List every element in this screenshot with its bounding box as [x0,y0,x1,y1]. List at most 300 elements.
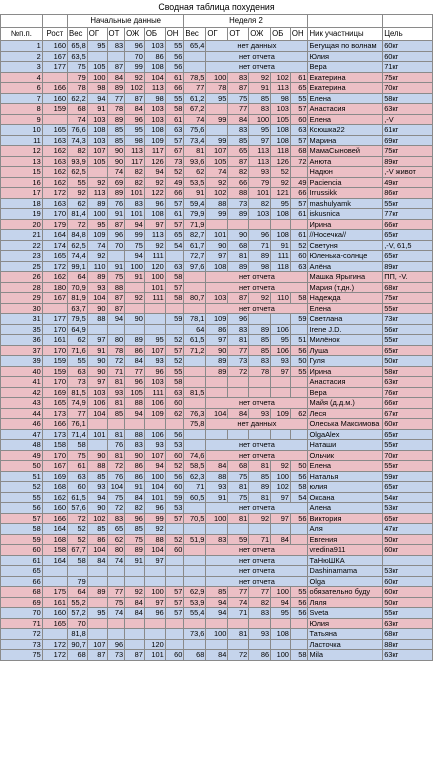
cell-participant-number[interactable]: 19 [1,209,43,220]
cell-weight-week2[interactable]: 75,8 [184,419,206,430]
cell-ot[interactable]: 90 [107,146,125,157]
cell-height[interactable]: 158 [42,440,67,451]
cell-height[interactable]: 165 [42,125,67,136]
cell-og-week2[interactable] [206,219,228,230]
cell-participant-number[interactable]: 72 [1,629,43,640]
cell-goal[interactable]: 58кг [383,93,433,104]
cell-height[interactable]: 162 [42,272,67,283]
cell-on-week2[interactable]: 58 [290,650,308,661]
cell-nickname[interactable]: Юленька-солнце [308,251,383,262]
cell-ot-week2[interactable] [228,219,249,230]
cell-ob[interactable]: 94 [144,461,165,472]
cell-goal[interactable]: ,-V, 61,5 [383,240,433,251]
cell-ot[interactable]: 94 [107,314,125,325]
cell-og-week2[interactable]: 105 [206,156,228,167]
cell-participant-number[interactable]: 16 [1,177,43,188]
cell-nickname[interactable]: Dashinamama [308,566,383,577]
cell-og-week2[interactable]: 89 [206,356,228,367]
cell-og[interactable]: 104 [87,408,107,419]
cell-ob[interactable]: 104 [144,482,165,493]
cell-ob-week2[interactable]: 97 [271,513,291,524]
cell-ob[interactable]: 100 [144,471,165,482]
cell-on[interactable]: 67 [165,146,184,157]
cell-weight[interactable]: 81,5 [68,387,88,398]
cell-og[interactable]: 97 [87,377,107,388]
cell-nickname[interactable]: Алёна [308,261,383,272]
cell-nickname[interactable]: Ляля [308,597,383,608]
cell-og-week2[interactable]: 74 [206,167,228,178]
cell-nickname[interactable]: Алена [308,503,383,514]
cell-og[interactable]: 86 [87,534,107,545]
cell-participant-number[interactable]: 6 [1,83,43,94]
cell-weight-week2[interactable]: 80,7 [184,293,206,304]
cell-ozh-week2[interactable] [249,429,271,440]
cell-nickname[interactable]: Гуля [308,356,383,367]
cell-ot[interactable]: 76 [107,471,125,482]
cell-nickname[interactable]: Юлия [308,51,383,62]
cell-weight[interactable]: 58 [68,555,88,566]
cell-og-week2[interactable] [206,377,228,388]
cell-goal[interactable]: 73кг [383,314,433,325]
cell-nickname[interactable]: Екатерина [308,72,383,83]
cell-weight-week2[interactable]: 73,6 [184,629,206,640]
cell-status-note[interactable]: нет данных [206,419,308,430]
cell-ozh-week2[interactable]: 101 [249,188,271,199]
cell-goal[interactable]: 55кг [383,335,433,346]
cell-ot[interactable]: 72 [107,356,125,367]
cell-nickname[interactable]: Милёнок [308,335,383,346]
cell-participant-number[interactable]: 20 [1,219,43,230]
cell-og[interactable]: 87 [87,650,107,661]
cell-height[interactable]: 165 [42,618,67,629]
cell-ob-week2[interactable]: 93 [271,356,291,367]
cell-participant-number[interactable]: 60 [1,545,43,556]
cell-ot[interactable]: 77 [107,93,125,104]
cell-weight-week2[interactable]: 77 [184,83,206,94]
cell-on[interactable] [165,524,184,535]
cell-ozh[interactable] [125,629,145,640]
cell-on[interactable]: 56 [165,51,184,62]
cell-weight[interactable]: 57,6 [68,503,88,514]
cell-ot[interactable]: 76 [107,198,125,209]
cell-weight-week2[interactable] [184,639,206,650]
cell-og[interactable]: 93 [87,482,107,493]
cell-og[interactable]: 91 [87,345,107,356]
cell-weight[interactable]: 52 [68,534,88,545]
cell-participant-number[interactable]: 17 [1,188,43,199]
cell-on[interactable]: 57 [165,513,184,524]
cell-ot-week2[interactable]: 72 [228,650,249,661]
cell-ot[interactable]: 80 [107,335,125,346]
cell-on[interactable] [165,324,184,335]
cell-ob[interactable]: 108 [144,125,165,136]
cell-on[interactable]: 60 [165,398,184,409]
cell-participant-number[interactable]: 65 [1,566,43,577]
cell-on[interactable]: 53 [165,503,184,514]
cell-ot[interactable] [107,51,125,62]
cell-on-week2[interactable] [290,377,308,388]
cell-on-week2[interactable]: 56 [290,597,308,608]
cell-goal[interactable]: 89кг [383,261,433,272]
cell-height[interactable]: 160 [42,608,67,619]
cell-height[interactable]: 164 [42,524,67,535]
cell-nickname[interactable]: Оксана [308,492,383,503]
cell-weight-week2[interactable]: 75,6 [184,125,206,136]
cell-ozh[interactable]: 96 [125,513,145,524]
cell-on[interactable]: 63 [165,387,184,398]
cell-goal[interactable]: 88кг [383,639,433,650]
cell-on-week2[interactable]: 55 [290,587,308,598]
cell-ozh[interactable]: 85 [125,524,145,535]
cell-og-week2[interactable]: 94 [206,597,228,608]
cell-on[interactable]: 73 [165,156,184,167]
cell-ot-week2[interactable]: 66 [228,177,249,188]
cell-ozh-week2[interactable]: 93 [249,408,271,419]
cell-weight[interactable]: 76,6 [68,125,88,136]
cell-ob[interactable]: 113 [144,230,165,241]
cell-height[interactable]: 165 [42,251,67,262]
cell-nickname[interactable]: ТаНюШКА [308,555,383,566]
cell-ozh[interactable] [125,639,145,650]
cell-og[interactable]: 105 [87,62,107,73]
cell-ob-week2[interactable]: 113 [271,83,291,94]
cell-participant-number[interactable]: 9 [1,114,43,125]
cell-height[interactable]: 160 [42,93,67,104]
cell-ot-week2[interactable] [228,618,249,629]
cell-weight-week2[interactable]: 59,4 [184,198,206,209]
cell-goal[interactable]: 61кг [383,125,433,136]
cell-goal[interactable]: 66кг [383,398,433,409]
cell-nickname[interactable]: Наталья [308,471,383,482]
cell-on[interactable]: 62 [165,408,184,419]
cell-ot[interactable]: 81 [107,450,125,461]
cell-goal[interactable]: 50кг [383,534,433,545]
cell-weight-week2[interactable]: 68 [184,650,206,661]
cell-height[interactable]: 166 [42,419,67,430]
cell-ozh[interactable]: 87 [125,93,145,104]
cell-height[interactable]: 172 [42,650,67,661]
cell-ot[interactable]: 85 [107,125,125,136]
cell-weight-week2[interactable]: 71,9 [184,219,206,230]
cell-height[interactable]: 164 [42,230,67,241]
cell-on-week2[interactable]: 61 [290,230,308,241]
cell-ot-week2[interactable]: 74 [228,597,249,608]
cell-ob[interactable]: 107 [144,450,165,461]
cell-participant-number[interactable]: 23 [1,251,43,262]
cell-weight-week2[interactable]: 53,5 [184,177,206,188]
cell-on-week2[interactable]: 56 [290,345,308,356]
cell-goal[interactable]: 75кг [383,293,433,304]
cell-ob[interactable]: 122 [144,188,165,199]
cell-participant-number[interactable]: 44 [1,408,43,419]
cell-weight-week2[interactable] [184,356,206,367]
cell-ozh-week2[interactable] [249,377,271,388]
cell-ob[interactable]: 108 [144,209,165,220]
cell-on[interactable]: 63 [165,125,184,136]
cell-ob-week2[interactable]: 110 [271,293,291,304]
cell-on[interactable]: 56 [165,62,184,73]
cell-ozh[interactable]: 96 [125,41,145,52]
cell-participant-number[interactable]: 48 [1,440,43,451]
cell-goal[interactable]: 70кг [383,83,433,94]
cell-nickname[interactable]: Irene J.D. [308,324,383,335]
cell-weight[interactable]: 74,4 [68,251,88,262]
cell-weight-week2[interactable]: 62 [184,167,206,178]
cell-ob[interactable]: 103 [144,377,165,388]
cell-weight-week2[interactable]: 76,3 [184,408,206,419]
cell-ozh-week2[interactable] [249,524,271,535]
cell-ozh[interactable]: 84 [125,356,145,367]
cell-weight[interactable]: 68 [68,104,88,115]
cell-weight-week2[interactable]: 73,4 [184,135,206,146]
cell-ot-week2[interactable] [228,387,249,398]
cell-status-note[interactable]: нет отчета [206,282,308,293]
cell-weight[interactable]: 52 [68,524,88,535]
cell-participant-number[interactable]: 1 [1,41,43,52]
cell-height[interactable]: 167 [42,51,67,62]
cell-ob[interactable] [144,618,165,629]
cell-ob-week2[interactable] [271,219,291,230]
cell-ozh[interactable]: 94 [125,408,145,419]
cell-ot-week2[interactable]: 81 [228,251,249,262]
cell-ob-week2[interactable]: 105 [271,114,291,125]
cell-on-week2[interactable]: 63 [290,261,308,272]
cell-goal[interactable]: 65кг [383,429,433,440]
cell-ot[interactable]: 75 [107,597,125,608]
cell-ot[interactable]: 75 [107,272,125,283]
cell-height[interactable]: 170 [42,450,67,461]
cell-weight-week2[interactable]: 78,1 [184,314,206,325]
cell-ob[interactable] [144,576,165,587]
cell-participant-number[interactable]: 43 [1,398,43,409]
cell-og[interactable]: 102 [87,513,107,524]
cell-og-week2[interactable]: 91 [206,492,228,503]
cell-og[interactable]: 94 [87,492,107,503]
cell-nickname[interactable]: Олеська Максимова [308,419,383,430]
cell-ot[interactable]: 104 [107,482,125,493]
cell-goal[interactable]: 75кг [383,72,433,83]
cell-og[interactable]: 103 [87,114,107,125]
cell-weight[interactable]: 82 [68,146,88,157]
cell-ob-week2[interactable] [271,314,291,325]
cell-height[interactable]: 163 [42,198,67,209]
cell-ozh[interactable]: 91 [125,482,145,493]
cell-ozh[interactable]: 99 [125,230,145,241]
cell-goal[interactable]: 55кг [383,303,433,314]
cell-nickname[interactable]: Анюта [308,156,383,167]
cell-ozh[interactable]: 101 [125,209,145,220]
cell-ob-week2[interactable]: 102 [271,482,291,493]
cell-goal[interactable]: 49кг [383,177,433,188]
cell-goal[interactable]: ,-V [383,114,433,125]
cell-ot-week2[interactable]: 68 [228,461,249,472]
cell-on-week2[interactable] [290,534,308,545]
cell-nickname[interactable]: Вера [308,62,383,73]
cell-goal[interactable]: 65кг [383,230,433,241]
cell-height[interactable]: 170 [42,324,67,335]
cell-ob-week2[interactable]: 126 [271,156,291,167]
cell-og-week2[interactable]: 86 [206,324,228,335]
cell-weight[interactable]: 65,8 [68,41,88,52]
cell-ozh[interactable]: 92 [125,293,145,304]
cell-ozh-week2[interactable] [249,219,271,230]
cell-ozh[interactable]: 82 [125,177,145,188]
cell-on-week2[interactable] [290,167,308,178]
cell-weight[interactable]: 64 [68,587,88,598]
cell-og[interactable]: 89 [87,198,107,209]
cell-nickname[interactable]: Светлана [308,314,383,325]
cell-on[interactable]: 58 [165,272,184,283]
cell-ob[interactable]: 100 [144,272,165,283]
cell-nickname[interactable]: mashulyamk [308,198,383,209]
cell-ozh[interactable]: 89 [125,335,145,346]
cell-og[interactable]: 103 [87,135,107,146]
cell-og-week2[interactable] [206,387,228,398]
cell-goal[interactable]: 68кг [383,629,433,640]
cell-nickname[interactable]: Екатерина [308,83,383,94]
cell-goal[interactable]: 60кг [383,545,433,556]
cell-goal[interactable]: 55кг [383,608,433,619]
cell-og-week2[interactable]: 104 [206,408,228,419]
cell-ob-week2[interactable]: 108 [271,125,291,136]
cell-weight[interactable]: 75 [68,62,88,73]
cell-og-week2[interactable] [206,524,228,535]
cell-ozh-week2[interactable]: 85 [249,335,271,346]
cell-ozh-week2[interactable]: 85 [249,93,271,104]
cell-nickname[interactable]: Mila [308,650,383,661]
cell-ot[interactable] [107,629,125,640]
cell-on[interactable]: 66 [165,83,184,94]
cell-og[interactable]: 106 [87,398,107,409]
cell-goal[interactable]: 47кг [383,524,433,535]
cell-og[interactable]: 95 [87,608,107,619]
cell-ozh-week2[interactable]: 85 [249,471,271,482]
cell-height[interactable]: 168 [42,534,67,545]
cell-weight-week2[interactable] [184,555,206,566]
cell-ozh-week2[interactable]: 103 [249,209,271,220]
cell-ob[interactable]: 107 [144,345,165,356]
cell-ozh-week2[interactable] [249,639,271,650]
cell-weight[interactable]: 70,9 [68,282,88,293]
cell-ob-week2[interactable] [271,618,291,629]
cell-participant-number[interactable]: 25 [1,261,43,272]
cell-ozh[interactable]: 91 [125,555,145,566]
cell-nickname[interactable]: Елена [308,303,383,314]
cell-ob[interactable]: 117 [144,146,165,157]
cell-ozh[interactable]: 96 [125,114,145,125]
cell-ozh-week2[interactable]: 92 [249,293,271,304]
cell-goal[interactable]: ПП, -V. [383,272,433,283]
cell-ob[interactable]: 109 [144,408,165,419]
cell-ot-week2[interactable] [228,639,249,650]
cell-height[interactable]: 170 [42,377,67,388]
cell-weight[interactable]: 75 [68,450,88,461]
cell-ozh[interactable] [125,419,145,430]
cell-goal[interactable]: 60кг [383,419,433,430]
cell-weight-week2[interactable]: 74,6 [184,450,206,461]
cell-ot[interactable]: 78 [107,345,125,356]
cell-on-week2[interactable]: 59 [290,314,308,325]
cell-on[interactable]: 60 [165,545,184,556]
cell-ob[interactable]: 92 [144,240,165,251]
cell-nickname[interactable]: vredina911 [308,545,383,556]
cell-nickname[interactable]: Надюн [308,167,383,178]
cell-og-week2[interactable]: 88 [206,471,228,482]
cell-ob[interactable]: 106 [144,429,165,440]
cell-ob-week2[interactable]: 94 [271,597,291,608]
cell-og[interactable]: 85 [87,524,107,535]
cell-participant-number[interactable]: 11 [1,135,43,146]
cell-nickname[interactable]: Вера [308,387,383,398]
cell-on-week2[interactable]: 66 [290,188,308,199]
cell-weight[interactable]: 64 [68,272,88,283]
cell-goal[interactable]: 60кг [383,576,433,587]
cell-ozh-week2[interactable]: 95 [249,125,271,136]
cell-weight-week2[interactable]: 70,5 [184,513,206,524]
cell-ob[interactable]: 103 [144,104,165,115]
cell-og-week2[interactable]: 101 [206,230,228,241]
cell-on-week2[interactable] [290,387,308,398]
cell-weight[interactable]: 74 [68,114,88,125]
cell-weight-week2[interactable]: 81,5 [184,387,206,398]
cell-ot[interactable]: 83 [107,513,125,524]
cell-ot[interactable]: 74 [107,555,125,566]
cell-nickname[interactable]: Надежда [308,293,383,304]
cell-participant-number[interactable]: 37 [1,345,43,356]
cell-ot-week2[interactable]: 87 [228,83,249,94]
cell-goal[interactable]: 60кг [383,587,433,598]
cell-participant-number[interactable]: 10 [1,125,43,136]
cell-participant-number[interactable]: 31 [1,314,43,325]
cell-og[interactable]: 98 [87,83,107,94]
cell-height[interactable]: 162 [42,146,67,157]
cell-ozh-week2[interactable]: 71 [249,240,271,251]
cell-participant-number[interactable]: 35 [1,324,43,335]
cell-weight[interactable]: 62,5 [68,167,88,178]
cell-ob[interactable]: 103 [144,114,165,125]
cell-ot[interactable]: 80 [107,545,125,556]
cell-weight-week2[interactable]: 91 [184,188,206,199]
cell-participant-number[interactable]: 2 [1,51,43,62]
cell-goal[interactable]: 65кг [383,482,433,493]
cell-on[interactable]: 58 [165,377,184,388]
cell-participant-number[interactable]: 29 [1,293,43,304]
cell-goal[interactable]: 60кг [383,51,433,62]
cell-status-note[interactable]: нет отчета [206,51,308,62]
cell-on[interactable]: 57 [165,135,184,146]
cell-nickname[interactable]: Аля [308,524,383,535]
cell-height[interactable]: 166 [42,513,67,524]
cell-ozh-week2[interactable] [249,387,271,398]
cell-ot[interactable]: 87 [107,219,125,230]
cell-ot[interactable]: 70 [107,240,125,251]
cell-nickname[interactable]: Ирина [308,219,383,230]
cell-on-week2[interactable] [290,629,308,640]
cell-ot[interactable]: 78 [107,104,125,115]
cell-og[interactable] [87,440,107,451]
cell-ot[interactable]: 96 [107,639,125,650]
cell-ot-week2[interactable]: 77 [228,587,249,598]
cell-weight[interactable]: 55 [68,356,88,367]
cell-height[interactable]: 172 [42,188,67,199]
cell-on-week2[interactable] [290,219,308,230]
cell-weight-week2[interactable]: 72,7 [184,251,206,262]
cell-ozh-week2[interactable]: 89 [249,482,271,493]
cell-og[interactable]: 103 [87,387,107,398]
cell-ozh-week2[interactable]: 98 [249,261,271,272]
cell-participant-number[interactable]: 30 [1,303,43,314]
cell-participant-number[interactable]: 58 [1,524,43,535]
